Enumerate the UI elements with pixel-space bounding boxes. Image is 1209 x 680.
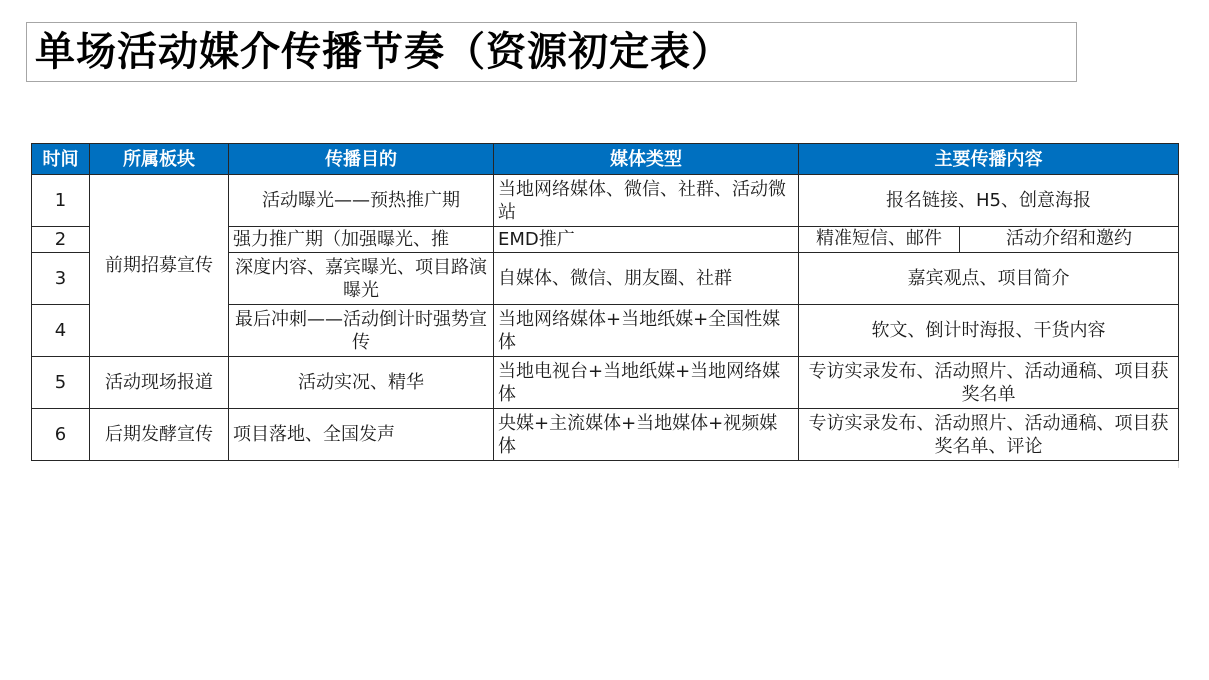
cell-content-a: 精准短信、邮件	[799, 227, 960, 252]
cell-content: 专访实录发布、活动照片、活动通稿、项目获奖名单	[799, 357, 1179, 409]
header-content: 主要传播内容	[799, 144, 1179, 175]
cell-content: 嘉宾观点、项目简介	[799, 253, 1179, 305]
cell-purpose: 强力推广期（加强曝光、推	[229, 227, 494, 253]
cell-time: 6	[32, 409, 90, 461]
table	[31, 143, 1179, 461]
cell-time: 1	[32, 175, 90, 227]
cell-purpose: 活动实况、精华	[229, 357, 494, 409]
page-title: 单场活动媒介传播节奏（资源初定表）	[35, 29, 732, 75]
header-section: 所属板块	[90, 144, 229, 175]
cell-content-split	[799, 227, 1179, 253]
header-time: 时间	[32, 144, 90, 175]
cell-section: 后期发酵宣传	[90, 409, 229, 461]
cell-purpose: 最后冲刺——活动倒计时强势宣传	[229, 305, 494, 357]
table-row	[32, 409, 1179, 461]
cell-content-b: 活动介绍和邀约	[1006, 228, 1132, 249]
table-row	[32, 175, 1179, 227]
cell-time: 5	[32, 357, 90, 409]
title-box	[26, 22, 1077, 82]
header-purpose: 传播目的	[229, 144, 494, 175]
cell-media: 当地网络媒体、微信、社群、活动微站	[494, 175, 799, 227]
cell-purpose: 活动曝光——预热推广期	[229, 175, 494, 227]
cell-purpose: 深度内容、嘉宾曝光、项目路演曝光	[229, 253, 494, 305]
cell-section: 活动现场报道	[90, 357, 229, 409]
header-media: 媒体类型	[494, 144, 799, 175]
cell-content: 专访实录发布、活动照片、活动通稿、项目获奖名单、评论	[799, 409, 1179, 461]
table-row	[32, 357, 1179, 409]
cell-content: 报名链接、H5、创意海报	[799, 175, 1179, 227]
cell-media: 当地网络媒体+当地纸媒+全国性媒体	[494, 305, 799, 357]
cell-media: 央媒+主流媒体+当地媒体+视频媒体	[494, 409, 799, 461]
cell-media: 自媒体、微信、朋友圈、社群	[494, 253, 799, 305]
cell-time: 2	[32, 227, 90, 253]
cell-time: 3	[32, 253, 90, 305]
cell-content: 软文、倒计时海报、干货内容	[799, 305, 1179, 357]
header-row	[32, 144, 1179, 175]
cell-section-merged: 前期招募宣传	[90, 175, 229, 357]
cell-time: 4	[32, 305, 90, 357]
cell-media: 当地电视台+当地纸媒+当地网络媒体	[494, 357, 799, 409]
cell-media: EMD推广	[494, 227, 799, 253]
cell-purpose: 项目落地、全国发声	[229, 409, 494, 461]
media-schedule-table	[31, 143, 1178, 461]
